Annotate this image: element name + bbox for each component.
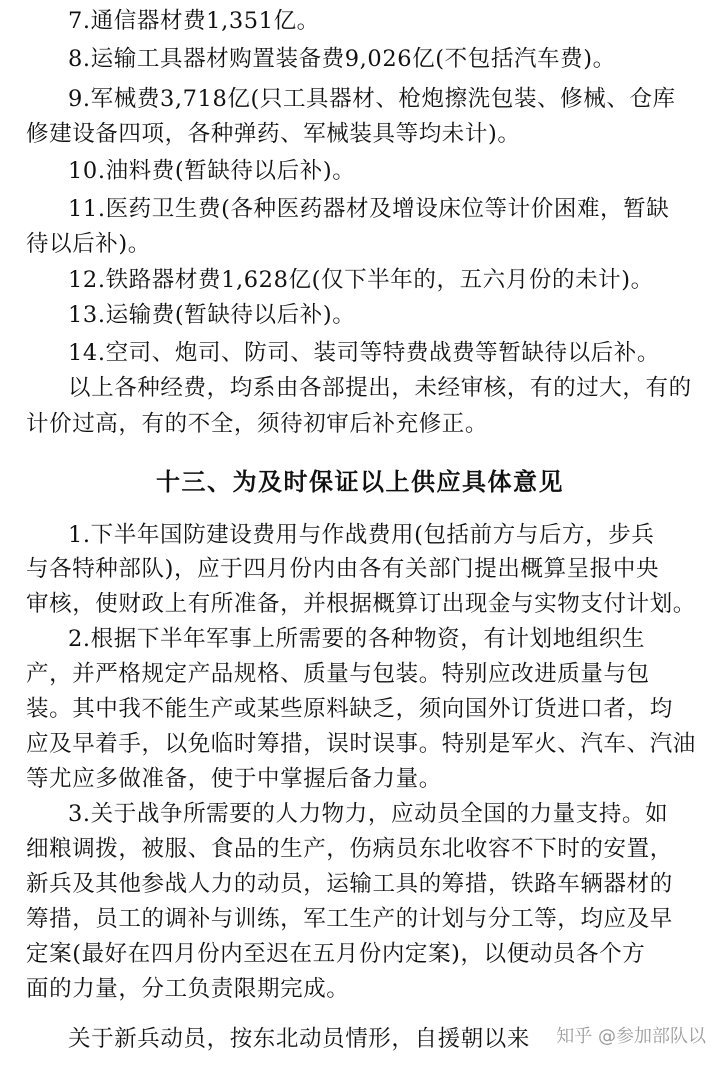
item-11-line-1: 11.医药卫生费(各种医药器材及增设床位等计价困难，暂缺: [68, 196, 670, 222]
item-11-line-2: 待以后补)。: [26, 231, 151, 257]
paragraph-3-line-6: 面的力量，分工负责限期完成。: [26, 976, 350, 1002]
paragraph-1-line-3: 审核，使财政上有所准备，并根据概算订出现金与实物支付计划。: [26, 591, 696, 617]
summary-line-2: 计价过高，有的不全，须待初审后补充修正。: [26, 411, 489, 437]
paragraph-1-line-1: 1.下半年国防建设费用与作战费用(包括前方与后方，步兵: [68, 522, 655, 548]
paragraph-2-line-3: 装。其中我不能生产或某些原料缺乏，须向国外订货进口者，均: [26, 696, 673, 722]
paragraph-3-line-5: 定案(最好在四月份内至迟在五月份内定案)，以便动员各个方: [26, 941, 646, 967]
item-13: 13.运输费(暂缺待以后补)。: [68, 302, 356, 328]
item-14: 14.空司、炮司、防司、装司等特费战费等暂缺待以后补。: [68, 340, 660, 366]
section-heading: 十三、为及时保证以上供应具体意见: [156, 468, 564, 496]
paragraph-3-line-3: 新兵及其他参战人力的动员，运输工具的筹措，铁路车辆器材的: [26, 871, 673, 897]
item-8: 8.运输工具器材购置装备费9,026亿(不包括汽车费)。: [68, 46, 616, 72]
paragraph-2-line-2: 产，并严格规定产品规格、质量与包装。特别应改进质量与包: [26, 661, 650, 687]
paragraph-2-line-4: 应及早着手，以免临时筹措，误时误事。特别是军火、汽车、汽油: [26, 731, 696, 757]
paragraph-2-line-1: 2.根据下半年军事上所需要的各种物资，有计划地组织生: [68, 626, 646, 652]
item-9-line-2: 修建设备四项，各种弹药、军械装具等均未计)。: [26, 121, 521, 147]
watermark: 知乎 @参加部队以: [556, 1026, 706, 1047]
paragraph-1-line-2: 与各特种部队)，应于四月份内由各有关部门提出概算呈报中央: [26, 556, 660, 582]
item-10: 10.油料费(暂缺待以后补)。: [68, 158, 356, 184]
paragraph-2-line-5: 等尤应多做准备，使于中掌握后备力量。: [26, 766, 442, 792]
item-7: 7.通信器材费1,351亿。: [68, 8, 320, 34]
paragraph-3-line-4: 筹措，员工的调补与训练，军工生产的计划与分工等，均应及早: [26, 906, 673, 932]
paragraph-3-line-2: 细粮调拨，被服、食品的生产，伤病员东北收容不下时的安置，: [26, 836, 673, 862]
summary-line-1: 以上各种经费，均系由各部提出，未经审核，有的过大，有的: [68, 375, 692, 401]
paragraph-4: 关于新兵动员，按东北动员情形，自援朝以来: [68, 1026, 531, 1052]
item-12: 12.铁路器材费1,628亿(仅下半年的，五六月份的未计)。: [68, 267, 654, 293]
paragraph-3-line-1: 3.关于战争所需要的人力物力，应动员全国的力量支持。如: [68, 801, 669, 827]
item-9-line-1: 9.军械费3,718亿(只工具器材、枪炮擦洗包装、修械、仓库: [68, 86, 676, 112]
